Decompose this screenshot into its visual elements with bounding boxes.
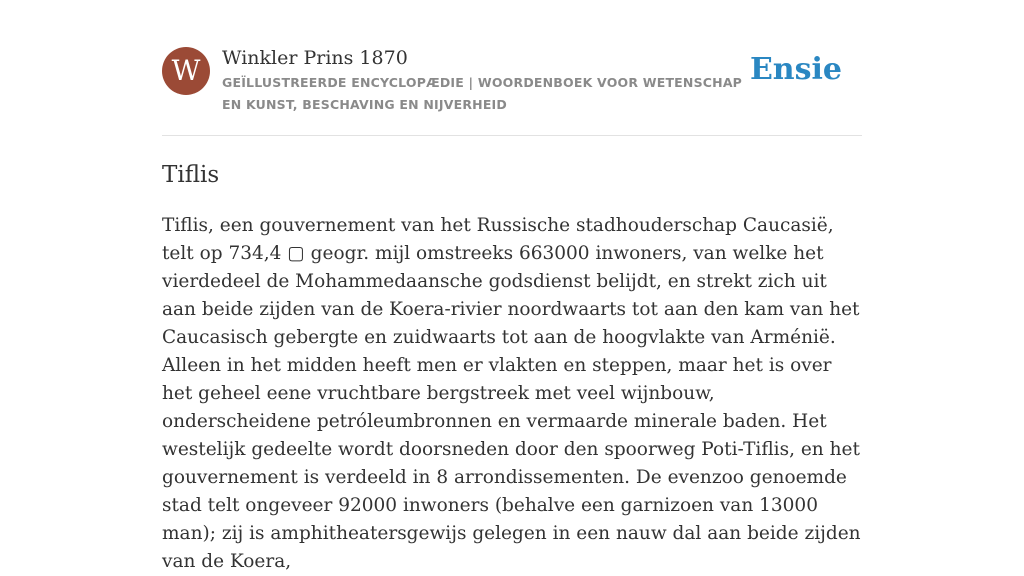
content-column <box>162 0 862 572</box>
source-avatar[interactable]: W <box>162 47 210 95</box>
entry-title: Tiflis <box>162 162 220 188</box>
source-info <box>222 45 762 116</box>
source-header <box>162 0 862 136</box>
source-subtitle: GEÏLLUSTREERDE ENCYCLOPÆDIE | WOORDENBOEK VOOR WETENSCHAP EN KUNST, BESCHAVING EN NIJVERHEID <box>222 75 743 112</box>
source-title[interactable]: Winkler Prins 1870 <box>222 47 408 69</box>
ensie-logo-link[interactable]: Ensie <box>749 52 842 87</box>
entry-body: Tiflis, een gouvernement van het Russische stadhouderschap Caucasië, telt op 734,4 ▢ geogr. mijl omstreeks 663000 inwoners, van welke het vierdedeel de Mohammedaansche godsdienst belijdt, en strekt zich uit aan beide zijden van de Koera-rivier noordwaarts tot aan den kam van het Caucasisch gebergte en zuidwaarts tot aan de hoogvlakte van Arménië. Alleen in het midden heeft men er vlakten en steppen, maar het is over het geheel eene vruchtbare bergstreek met veel wijnbouw, onderscheidene petróleumbronnen en vermaarde minerale baden. Het westelijk gedeelte wordt doorsneden door den spoorweg Poti-Tiflis, en het gouvernement is verdeeld in 8 arrondissementen. De evenzoo genoemde stad telt ongeveer 92000 inwoners (behalve een garnizoen van 13000 man); zij is amphitheatersgewijs gelegen in een nauw dal aan beide zijden van de Koera, <box>162 215 861 572</box>
